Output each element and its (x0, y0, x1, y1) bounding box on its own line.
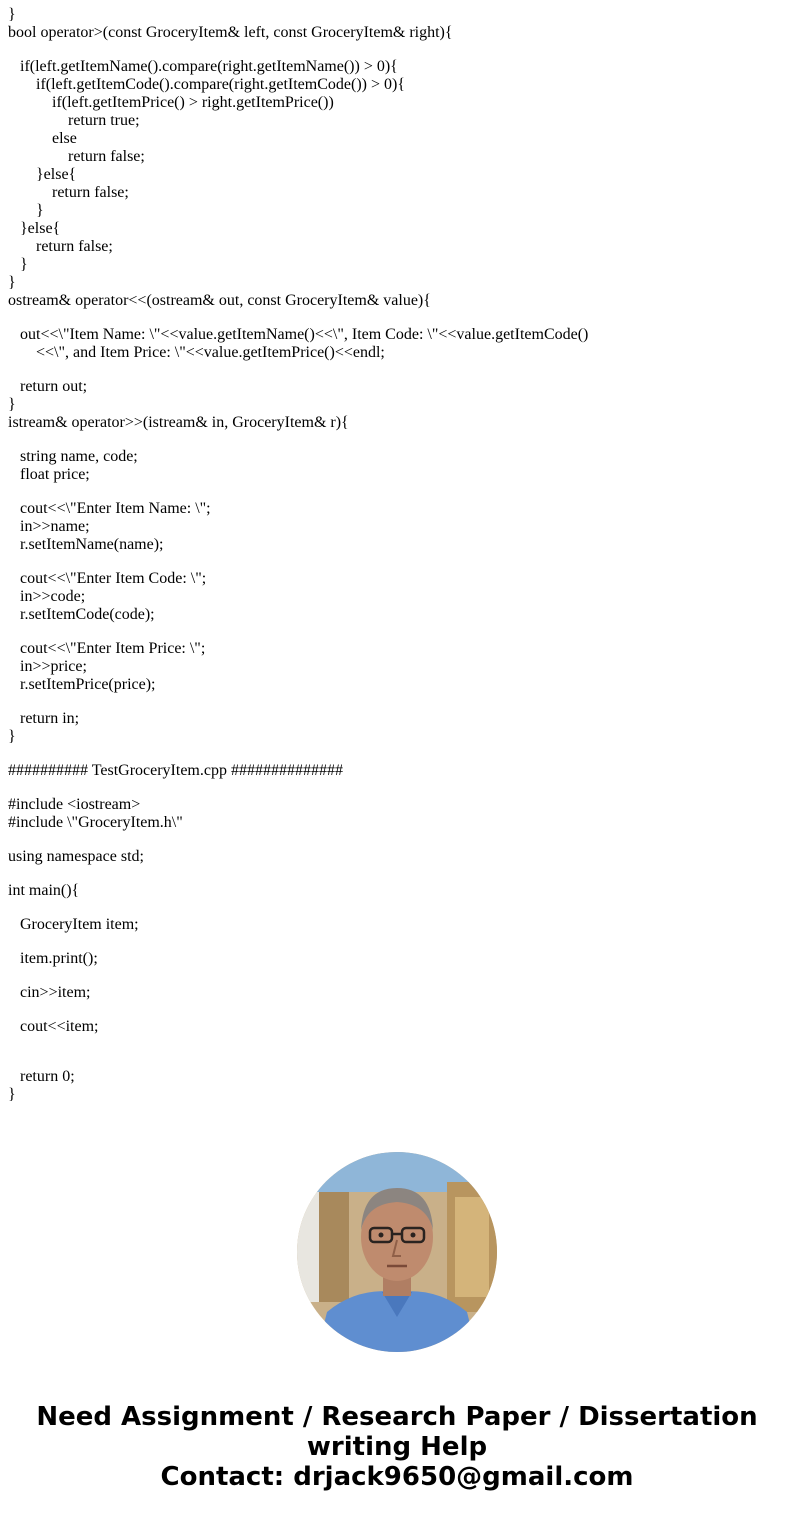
code-line: #include \"GroceryItem.h\" (8, 814, 183, 831)
code-line (8, 746, 788, 762)
code-line: else (8, 130, 77, 147)
code-line: if(left.getItemCode().compare(right.getItemCode()) > 0){ (8, 76, 405, 93)
code-line: return true; (8, 112, 140, 129)
code-line: istream& operator>>(istream& in, GroceryItem& r){ (8, 414, 349, 431)
code-line (8, 310, 788, 326)
code-line: return false; (8, 238, 113, 255)
code-line: cout<<\"Enter Item Code: \"; (8, 570, 207, 587)
code-line: bool operator>(const GroceryItem& left, const GroceryItem& right){ (8, 24, 453, 41)
code-line: in>>name; (8, 518, 90, 535)
code-line: using namespace std; (8, 848, 144, 865)
code-line: float price; (8, 466, 90, 483)
code-line: } (8, 1086, 16, 1103)
code-line: cout<<item; (8, 1018, 99, 1035)
code-line (8, 362, 788, 378)
code-line: return false; (8, 184, 129, 201)
code-line (8, 900, 788, 916)
code-line: }else{ (8, 166, 77, 183)
code-line: if(left.getItemName().compare(right.getItemName()) > 0){ (8, 58, 398, 75)
code-line (8, 484, 788, 500)
code-line (8, 832, 788, 848)
code-line: } (8, 6, 16, 23)
footer-line-1: Need Assignment / Research Paper / Dissertation (36, 1402, 758, 1432)
footer-line-2: writing Help (306, 1432, 488, 1462)
code-listing (8, 6, 788, 1104)
contact-banner (0, 1402, 794, 1492)
code-line: in>>price; (8, 658, 87, 675)
code-line: cout<<\"Enter Item Price: \"; (8, 640, 206, 657)
code-line: if(left.getItemPrice() > right.getItemPrice()) (8, 94, 334, 111)
code-line: cout<<\"Enter Item Name: \"; (8, 500, 211, 517)
person-photo-icon (297, 1152, 497, 1352)
code-line: return false; (8, 148, 145, 165)
code-line (8, 866, 788, 882)
code-line (8, 1052, 788, 1068)
code-line: string name, code; (8, 448, 138, 465)
code-line: ostream& operator<<(ostream& out, const GroceryItem& value){ (8, 292, 431, 309)
code-line (8, 554, 788, 570)
code-line (8, 780, 788, 796)
code-line: } (8, 396, 16, 413)
code-line: item.print(); (8, 950, 98, 967)
code-line: ########## TestGroceryItem.cpp ############## (8, 762, 343, 779)
code-line: #include <iostream> (8, 796, 141, 813)
code-line: GroceryItem item; (8, 916, 139, 933)
code-line: cin>>item; (8, 984, 91, 1001)
code-line: } (8, 202, 44, 219)
code-line: r.setItemCode(code); (8, 606, 155, 623)
code-line: return 0; (8, 1068, 75, 1085)
code-line (8, 934, 788, 950)
code-line: <<\", and Item Price: \"<<value.getItemPrice()<<endl; (8, 344, 385, 361)
code-line (8, 624, 788, 640)
code-line: }else{ (8, 220, 61, 237)
code-line: return out; (8, 378, 88, 395)
code-line (8, 968, 788, 984)
code-line: r.setItemName(name); (8, 536, 164, 553)
code-line: r.setItemPrice(price); (8, 676, 156, 693)
code-line: in>>code; (8, 588, 86, 605)
code-line (8, 1036, 788, 1052)
code-line: } (8, 274, 16, 291)
footer-contact-line: Contact: drjack9650@gmail.com (160, 1462, 634, 1492)
code-line (8, 42, 788, 58)
code-line (8, 1002, 788, 1018)
code-line: } (8, 256, 28, 273)
code-line (8, 432, 788, 448)
code-line: } (8, 728, 16, 745)
code-line: out<<\"Item Name: \"<<value.getItemName()<<\", Item Code: \"<<value.getItemCode() (8, 326, 589, 343)
author-avatar (297, 1152, 497, 1352)
code-line (8, 694, 788, 710)
code-line: int main(){ (8, 882, 80, 899)
code-line: return in; (8, 710, 80, 727)
